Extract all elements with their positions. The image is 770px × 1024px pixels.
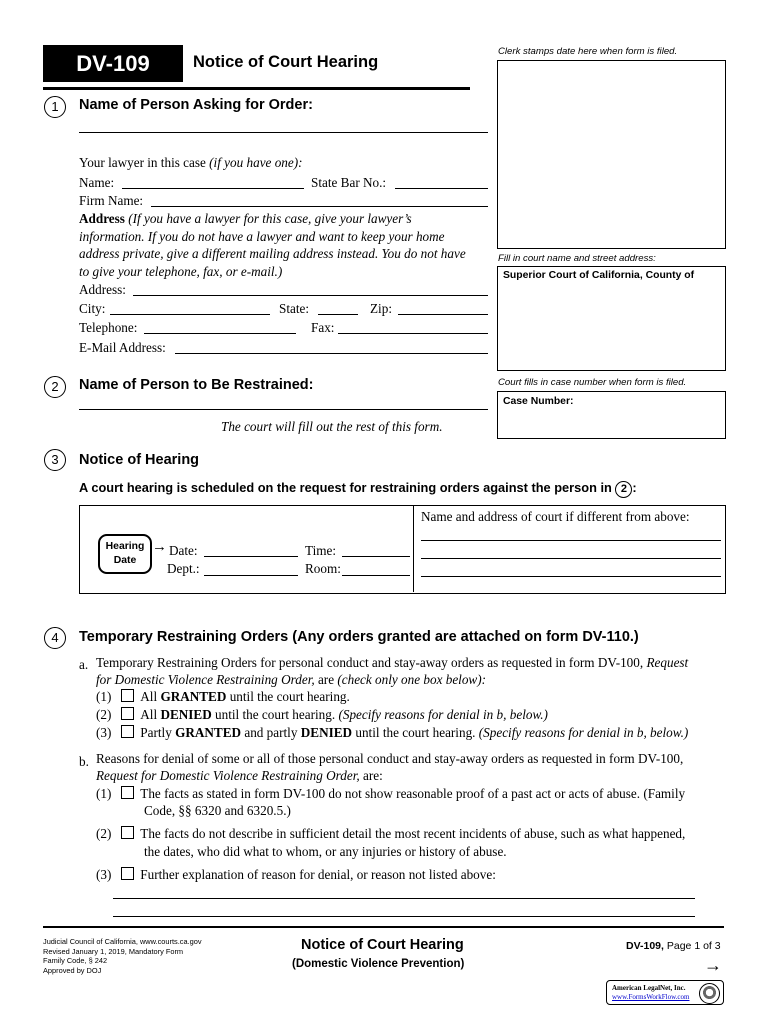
option-a3: (3) Partly GRANTED and partly DENIED until the court hearing. (Specify reasons for denial in b, below.) — [96, 725, 689, 740]
state-bar-field[interactable] — [395, 188, 488, 189]
telephone-field[interactable] — [144, 333, 296, 334]
publisher-name: American LegalNet, Inc. — [612, 984, 686, 992]
address-field[interactable] — [133, 295, 488, 296]
state-bar-label: State Bar No.: — [311, 175, 387, 190]
footer-page-number: DV-109, Page 1 of 3 — [626, 940, 721, 952]
next-page-arrow-icon[interactable]: → — [704, 955, 722, 975]
granted-all-checkbox[interactable] — [121, 689, 134, 702]
section-2-title: Name of Person to Be Restrained: — [79, 377, 314, 393]
telephone-label: Telephone: — [79, 320, 138, 335]
other-court-line-2[interactable] — [421, 558, 721, 559]
other-court-line-3[interactable] — [421, 576, 721, 577]
email-label: E-Mail Address: — [79, 340, 166, 355]
option-b1: (1) The facts as stated in form DV-100 do not show reasonable proof of a past act or acts of abuse. (Family — [96, 786, 686, 801]
section-1-marker: 1 — [44, 96, 66, 118]
hearing-room-label: Room: — [305, 561, 341, 576]
option-b2-cont: the dates, who did what to whom, or any injuries or history of abuse. — [144, 844, 507, 859]
section-3-marker: 3 — [44, 449, 66, 471]
firm-name-field[interactable] — [151, 206, 488, 207]
option-a1: (1) All GRANTED until the court hearing. — [96, 689, 350, 704]
zip-field[interactable] — [398, 314, 488, 315]
publisher-url[interactable]: www.FormsWorkFlow.com — [612, 993, 690, 1001]
explanation-line-1[interactable] — [113, 898, 695, 899]
fax-label: Fax: — [311, 320, 335, 335]
hearing-arrow-icon: → — [152, 538, 167, 555]
lawyer-name-label: Name: — [79, 175, 115, 190]
lawyer-intro: Your lawyer in this case (if you have one): — [79, 155, 303, 170]
fax-field[interactable] — [338, 333, 488, 334]
partly-granted-checkbox[interactable] — [121, 725, 134, 738]
option-b2: (2) The facts do not describe in sufficient detail the most recent incidents of abuse, such as what happened, — [96, 826, 686, 841]
footer-rule — [43, 926, 724, 928]
state-field[interactable] — [318, 314, 358, 315]
court-fills-note: The court will fill out the rest of this form. — [221, 419, 443, 434]
zip-label: Zip: — [370, 301, 392, 316]
hearing-statement: A court hearing is scheduled on the request for restraining orders against the person in 2 : — [79, 480, 637, 498]
denied-all-checkbox[interactable] — [121, 707, 134, 720]
clerk-stamp-box — [497, 60, 726, 249]
lawyer-name-field[interactable] — [122, 188, 304, 189]
form-number-badge: DV-109 — [43, 45, 183, 82]
reason-other-checkbox[interactable] — [121, 867, 134, 880]
address-instructions: Address (If you have a lawyer for this case, give your lawyer’s information. If you do not have a lawyer and want to keep your home address private, give a different mailing address instead. You do not have to give your telephone, fax, or e-mail.) — [79, 211, 466, 279]
section-2-ref-marker: 2 — [615, 481, 632, 498]
publisher-box — [606, 980, 724, 1005]
hearing-divider — [413, 506, 414, 592]
email-field[interactable] — [175, 353, 488, 354]
other-court-label: Name and address of court if different from above: — [421, 509, 690, 524]
footer-title: Notice of Court Hearing — [301, 937, 464, 953]
court-name-value: Superior Court of California, County of — [503, 270, 695, 281]
hearing-time-field[interactable] — [342, 556, 410, 557]
footer-meta: Judicial Council of California, www.courts.ca.gov Revised January 1, 2019, Mandatory Form Family Code, § 242 Approved by DOJ — [43, 937, 202, 975]
reason-insufficient-detail-checkbox[interactable] — [121, 826, 134, 839]
part-a-marker: a. — [79, 657, 89, 672]
part-b-text: Reasons for denial of some or all of those personal conduct and stay-away orders as requested in form DV-100, — [96, 751, 684, 766]
address-label: Address: — [79, 282, 126, 297]
case-number-label: Case Number: — [503, 396, 574, 407]
section-2-marker: 2 — [44, 376, 66, 398]
clerk-stamp-note: Clerk stamps date here when form is filed. — [498, 46, 678, 57]
hearing-time-label: Time: — [305, 543, 337, 558]
hearing-date-field[interactable] — [204, 556, 298, 557]
city-field[interactable] — [110, 314, 270, 315]
header-rule — [43, 87, 470, 90]
form-title: Notice of Court Hearing — [193, 53, 379, 71]
hearing-room-field[interactable] — [342, 575, 410, 576]
option-b1-cont: Code, §§ 6320 and 6320.5.) — [144, 803, 291, 818]
section-1-title: Name of Person Asking for Order: — [79, 97, 313, 113]
restrained-person-field[interactable] — [79, 409, 488, 410]
case-box-label: Court fills in case number when form is filed. — [498, 377, 687, 388]
part-a-text-2: for Domestic Violence Restraining Order, are (check only one box below): — [96, 672, 487, 687]
other-court-line-1[interactable] — [421, 540, 721, 541]
requester-name-field[interactable] — [79, 132, 488, 133]
part-b-text-2: Request for Domestic Violence Restraining Order, are: — [96, 768, 383, 783]
publisher-logo-icon — [699, 983, 720, 1004]
hearing-date-label: Date: — [169, 543, 198, 558]
hearing-date-badge: Hearing Date — [98, 534, 152, 574]
section-4-marker: 4 — [44, 627, 66, 649]
court-name-box[interactable] — [497, 266, 726, 371]
option-a2: (2) All DENIED until the court hearing. (Specify reasons for denial in b, below.) — [96, 707, 548, 722]
city-label: City: — [79, 301, 106, 316]
footer-subtitle: (Domestic Violence Prevention) — [292, 958, 465, 970]
part-b-marker: b. — [79, 754, 89, 769]
explanation-line-2[interactable] — [113, 916, 695, 917]
part-a-text: Temporary Restraining Orders for personal conduct and stay-away orders as requested in form DV-100, Request — [96, 655, 689, 670]
section-4-title: Temporary Restraining Orders (Any orders granted are attached on form DV-110.) — [79, 629, 639, 645]
firm-name-label: Firm Name: — [79, 193, 144, 208]
court-box-label: Fill in court name and street address: — [498, 253, 656, 264]
section-3-title: Notice of Hearing — [79, 452, 200, 468]
hearing-dept-field[interactable] — [204, 575, 298, 576]
option-b3: (3) Further explanation of reason for denial, or reason not listed above: — [96, 867, 496, 882]
reason-no-proof-checkbox[interactable] — [121, 786, 134, 799]
state-label: State: — [279, 301, 310, 316]
hearing-dept-label: Dept.: — [167, 561, 200, 576]
